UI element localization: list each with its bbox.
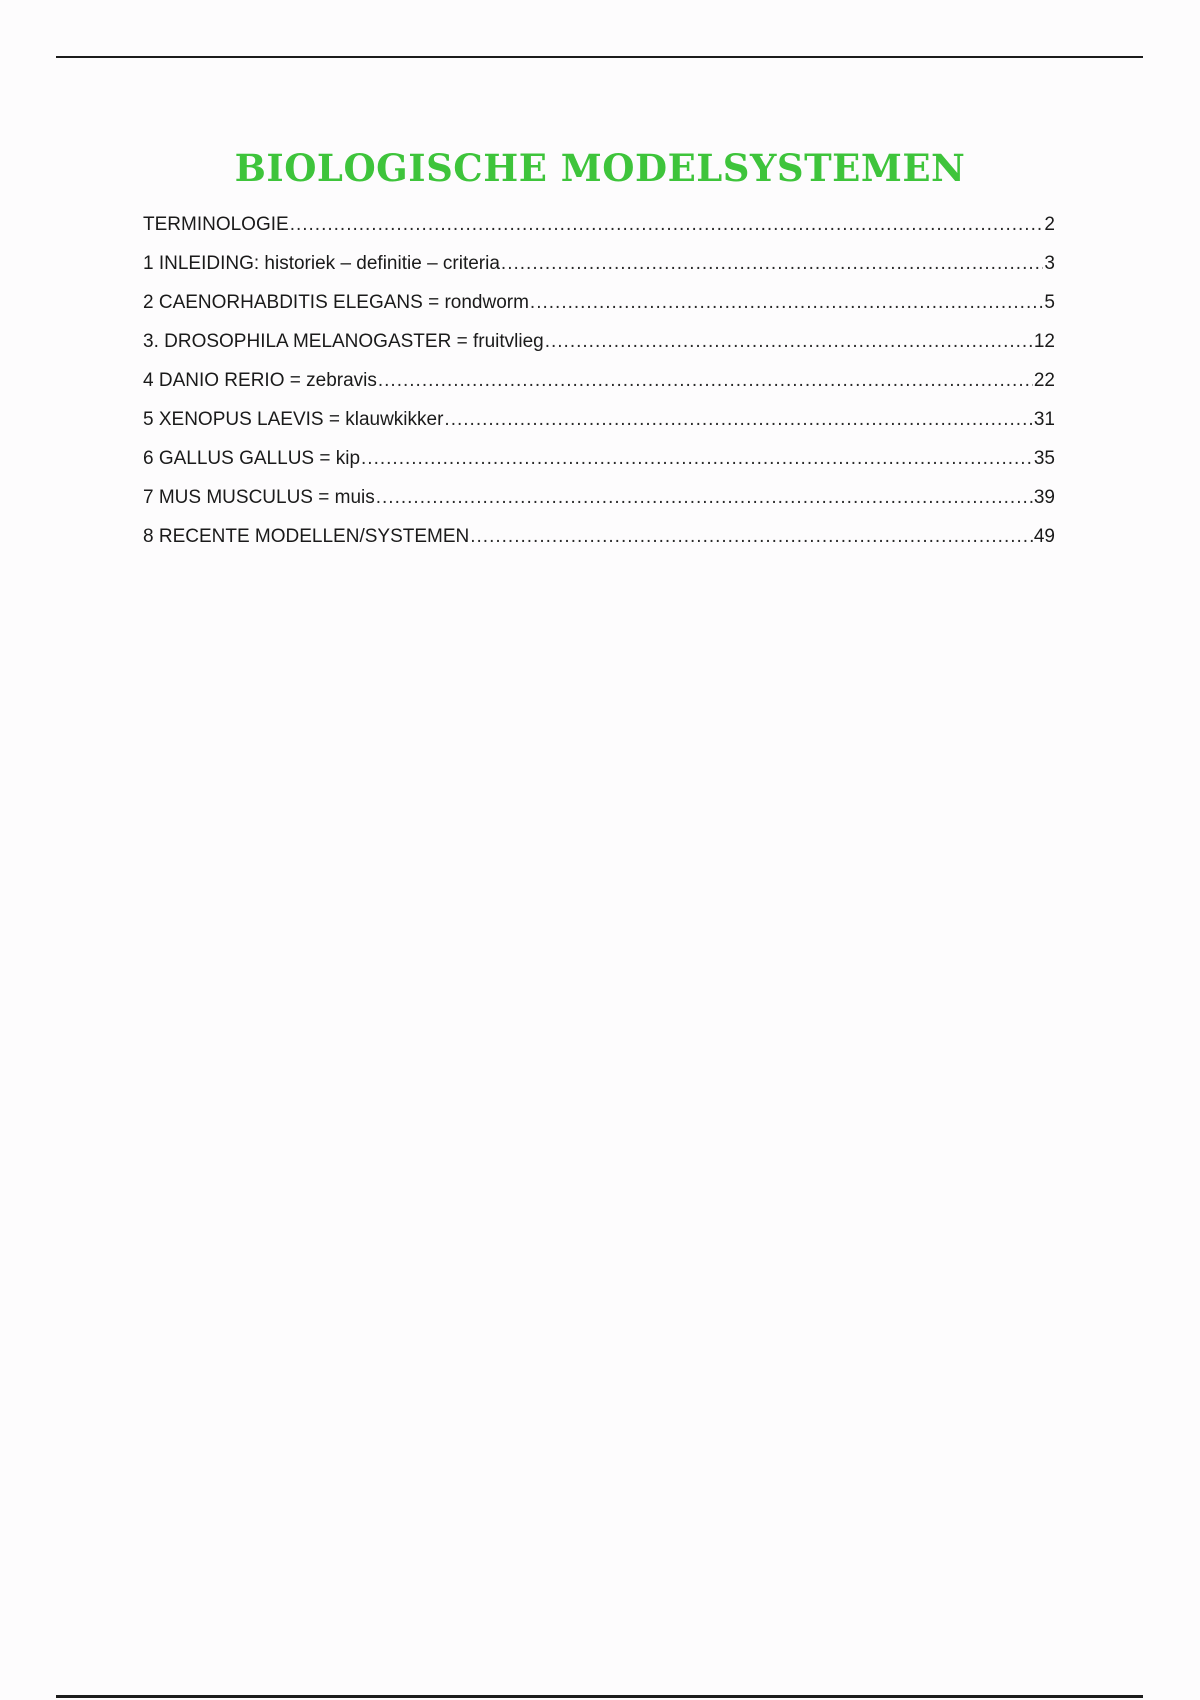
toc-dot-leader (376, 482, 1033, 514)
toc-entry-inleiding[interactable] (143, 248, 1055, 287)
toc-entry-danio[interactable] (143, 365, 1055, 404)
toc-page-number: 12 (1033, 331, 1055, 352)
toc-entry-label: 5 XENOPUS LAEVIS = klauwkikker (143, 409, 444, 430)
toc-entry-label: 8 RECENTE MODELLEN/SYSTEMEN (143, 526, 470, 547)
toc-page-number: 22 (1033, 370, 1055, 391)
toc-entry-label: 4 DANIO RERIO = zebravis (143, 370, 377, 391)
toc-entry-drosophila[interactable] (143, 326, 1055, 365)
toc-dot-leader (545, 326, 1033, 358)
toc-entry-caenorhabditis[interactable] (143, 287, 1055, 326)
toc-entry-gallus[interactable] (143, 443, 1055, 482)
toc-entry-recente-modellen[interactable] (143, 521, 1055, 560)
toc-entry-mus[interactable] (143, 482, 1055, 521)
toc-entry-label: 2 CAENORHABDITIS ELEGANS = rondworm (143, 292, 529, 313)
header-rule (56, 56, 1143, 58)
toc-entry-label: 1 INLEIDING: historiek – definitie – criteria (143, 253, 500, 274)
toc-entry-label: 6 GALLUS GALLUS = kip (143, 448, 361, 469)
toc-entry-terminologie[interactable] (143, 209, 1055, 248)
footer-rule (56, 1695, 1143, 1698)
toc-page-number: 31 (1033, 409, 1055, 430)
toc-page-number: 3 (1044, 253, 1055, 274)
toc-dot-leader (444, 404, 1032, 436)
toc-dot-leader (378, 365, 1033, 397)
toc-dot-leader (470, 521, 1033, 553)
document-title: BIOLOGISCHE MODELSYSTEMEN (234, 146, 966, 190)
toc-entry-label: TERMINOLOGIE (143, 214, 289, 235)
toc-entry-label: 3. DROSOPHILA MELANOGASTER = fruitvlieg (143, 331, 544, 352)
toc-page-number: 39 (1033, 487, 1055, 508)
toc-dot-leader (501, 248, 1044, 280)
toc-page-number: 5 (1044, 292, 1055, 313)
toc-entry-xenopus[interactable] (143, 404, 1055, 443)
toc-page-number: 35 (1033, 448, 1055, 469)
toc-page-number: 2 (1044, 214, 1055, 235)
table-of-contents (143, 209, 1055, 560)
toc-entry-label: 7 MUS MUSCULUS = muis (143, 487, 375, 508)
toc-dot-leader (361, 443, 1033, 475)
toc-dot-leader (530, 287, 1044, 319)
toc-dot-leader (290, 209, 1044, 241)
toc-page-number: 49 (1033, 526, 1055, 547)
